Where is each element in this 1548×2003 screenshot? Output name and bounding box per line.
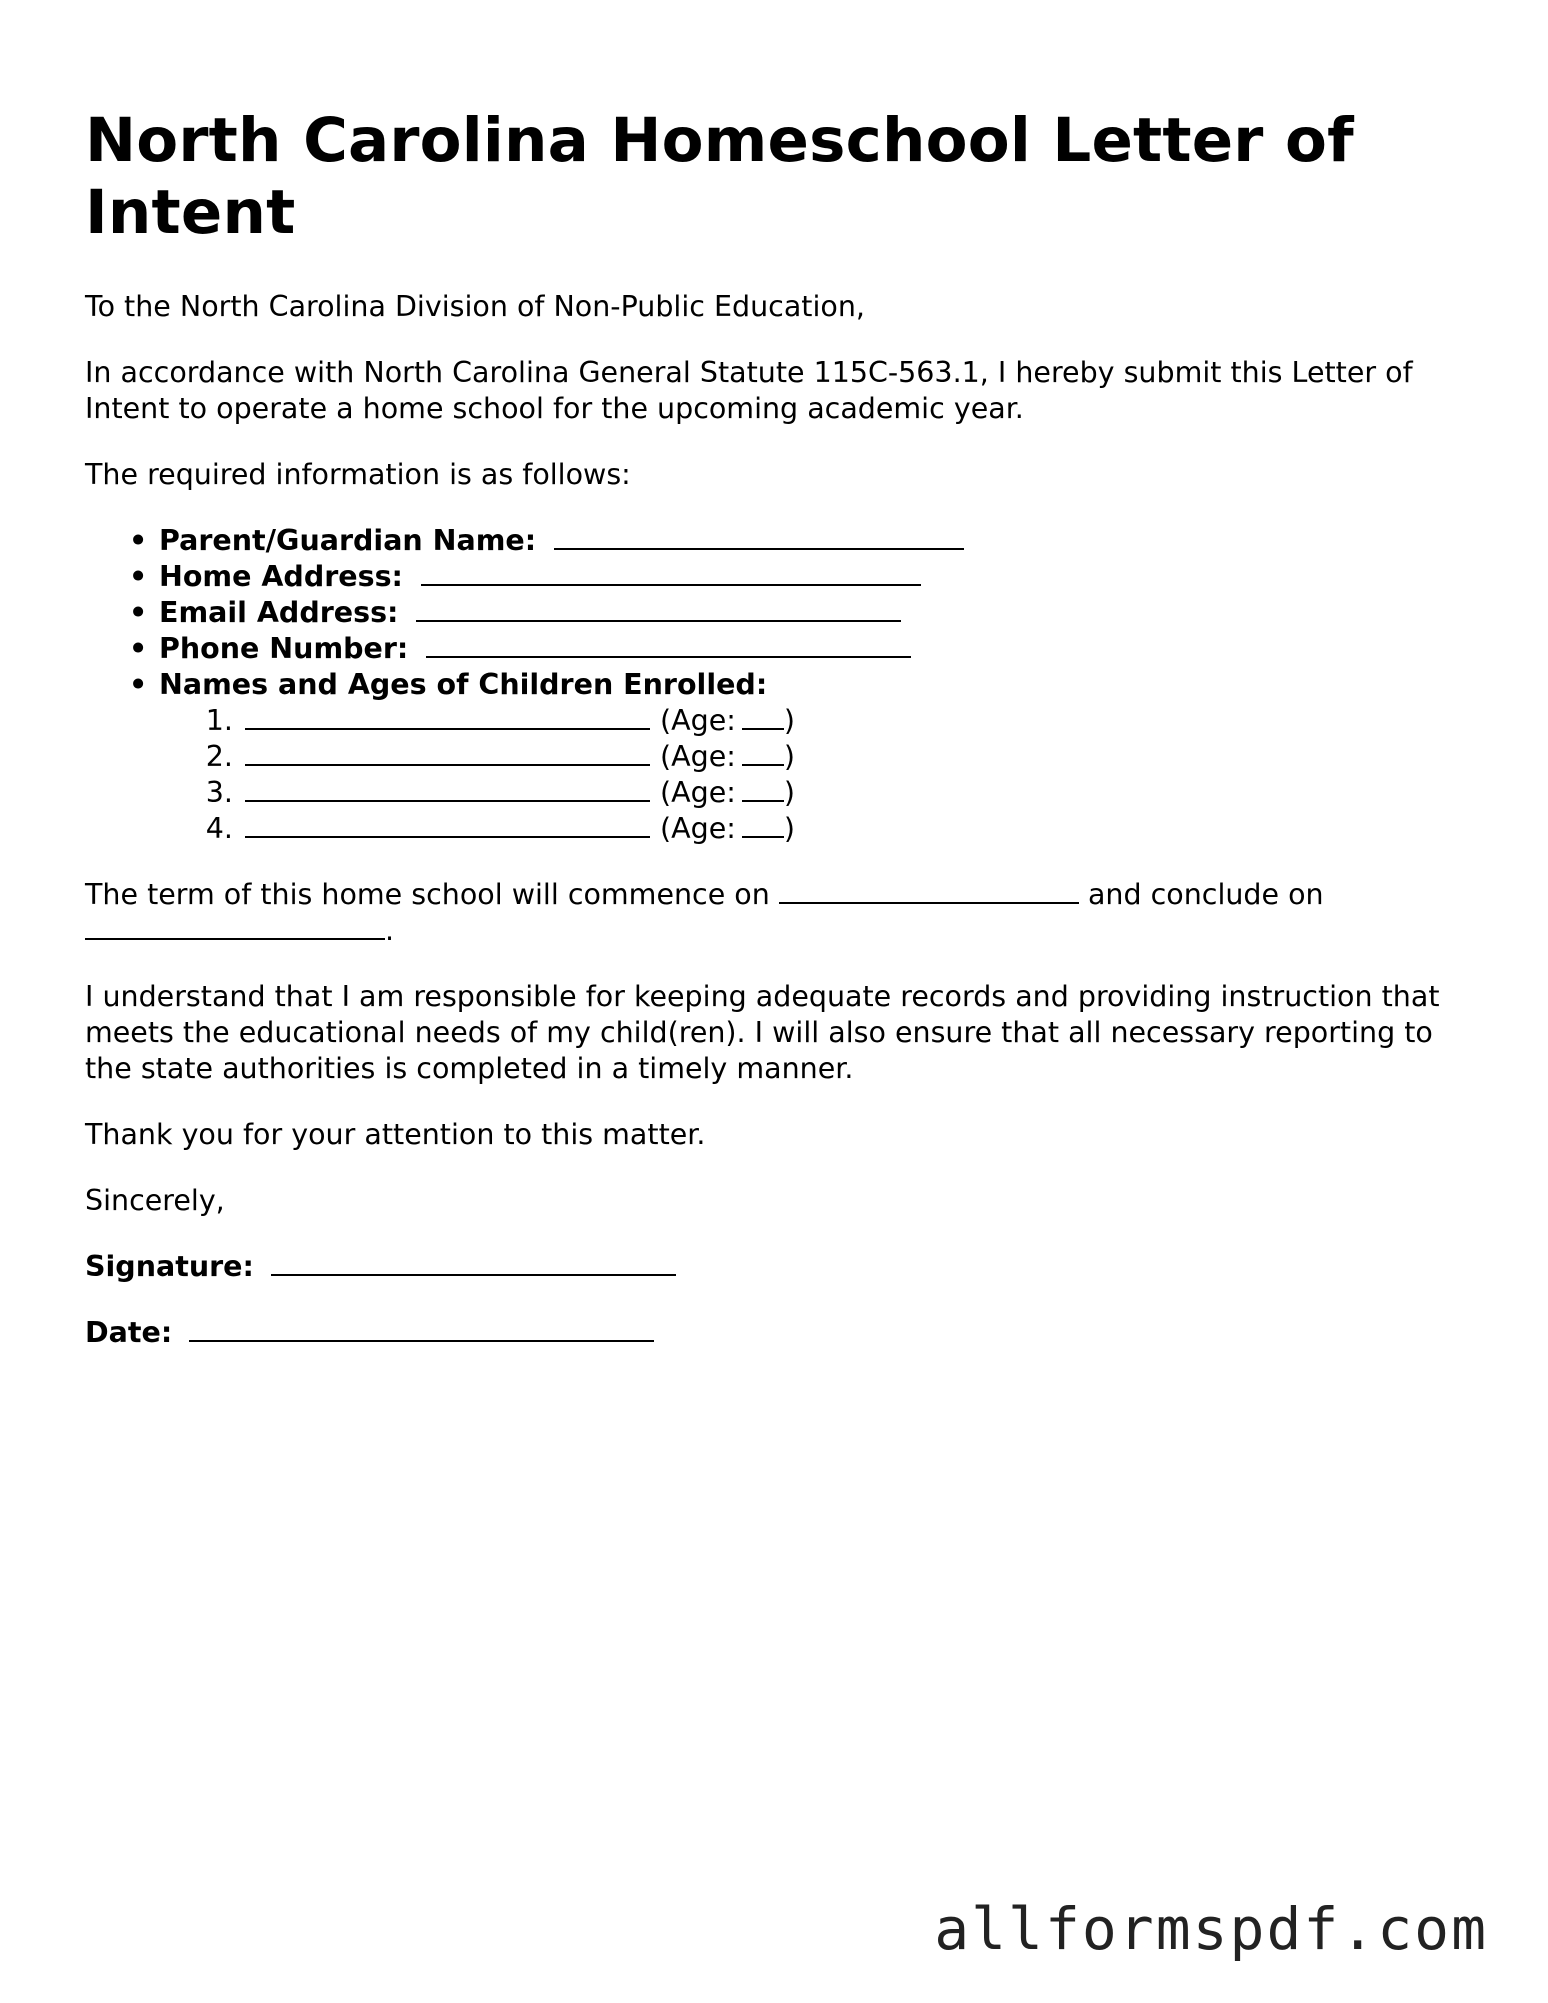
- intro-paragraph: In accordance with North Carolina General Statute 115C-563.1, I hereby submit this Letter of Intent to operate a home school for the upcoming academic year.: [85, 356, 1413, 425]
- child-entry: [197, 739, 1465, 775]
- age-suffix: ): [783, 776, 795, 809]
- child-name-input-line[interactable]: [245, 812, 650, 838]
- field-label: Phone Number:: [159, 632, 409, 665]
- commence-date-input-line[interactable]: [779, 878, 1079, 904]
- closing: Sincerely,: [85, 1184, 225, 1217]
- term-mid-text: and conclude on: [1087, 878, 1324, 911]
- bullet-icon: •: [129, 632, 148, 665]
- phone-number-input-line[interactable]: [426, 632, 911, 658]
- field-label: Parent/Guardian Name:: [159, 524, 537, 557]
- responsibility-paragraph: I understand that I am responsible for keeping adequate records and providing instruction that meets the educational needs of my child(ren). I will also ensure that all necessary reporting to the state authorities is completed in a timely manner.: [85, 980, 1440, 1085]
- date-row: [85, 1315, 1465, 1351]
- salutation: To the North Carolina Division of Non-Public Education,: [85, 290, 865, 323]
- child-number: 4.: [205, 812, 233, 845]
- email-address-input-line[interactable]: [416, 596, 901, 622]
- age-suffix: ): [783, 812, 795, 845]
- child-name-input-line[interactable]: [245, 776, 650, 802]
- parent-name-input-line[interactable]: [554, 524, 964, 550]
- age-suffix: ): [783, 740, 795, 773]
- field-label: Email Address:: [159, 596, 399, 629]
- child-name-input-line[interactable]: [245, 740, 650, 766]
- bullet-icon: •: [129, 668, 148, 701]
- home-address-input-line[interactable]: [421, 560, 921, 586]
- child-name-input-line[interactable]: [245, 704, 650, 730]
- page-title: North Carolina Homeschool Letter of Intent: [85, 105, 1354, 248]
- conclude-date-input-line[interactable]: [85, 914, 385, 940]
- bullet-icon: •: [129, 596, 148, 629]
- signature-row: [85, 1249, 1465, 1285]
- signature-label: Signature:: [85, 1250, 254, 1283]
- children-list: [159, 703, 1465, 847]
- field-email-address: [127, 595, 1465, 631]
- child-number: 1.: [205, 704, 233, 737]
- date-label: Date:: [85, 1316, 173, 1349]
- signature-input-line[interactable]: [271, 1250, 676, 1276]
- child-number: 2.: [205, 740, 233, 773]
- age-prefix: (Age:: [660, 704, 736, 737]
- thanks-paragraph: Thank you for your attention to this matter.: [85, 1118, 706, 1151]
- letter-page: [85, 105, 1465, 1381]
- child-entry: [197, 811, 1465, 847]
- child-age-input-line[interactable]: [742, 740, 784, 766]
- watermark: allformspdf.com: [934, 1895, 1488, 1963]
- field-phone-number: [127, 631, 1465, 667]
- age-prefix: (Age:: [660, 740, 736, 773]
- field-children: [127, 667, 1465, 847]
- field-label: Home Address:: [159, 560, 403, 593]
- child-age-input-line[interactable]: [742, 776, 784, 802]
- term-end-text: .: [385, 914, 395, 947]
- age-suffix: ): [783, 704, 795, 737]
- child-entry: [197, 703, 1465, 739]
- child-entry: [197, 775, 1465, 811]
- child-number: 3.: [205, 776, 233, 809]
- field-parent-name: [127, 523, 1465, 559]
- info-lead: The required information is as follows:: [85, 458, 631, 491]
- child-age-input-line[interactable]: [742, 812, 784, 838]
- child-age-input-line[interactable]: [742, 704, 784, 730]
- field-label: Names and Ages of Children Enrolled:: [159, 668, 768, 701]
- field-home-address: [127, 559, 1465, 595]
- bullet-icon: •: [129, 524, 148, 557]
- date-input-line[interactable]: [189, 1316, 654, 1342]
- bullet-icon: •: [129, 560, 148, 593]
- age-prefix: (Age:: [660, 776, 736, 809]
- required-fields-list: [85, 523, 1465, 847]
- term-start-text: The term of this home school will commence on: [85, 878, 770, 911]
- term-paragraph: [85, 877, 1465, 949]
- age-prefix: (Age:: [660, 812, 736, 845]
